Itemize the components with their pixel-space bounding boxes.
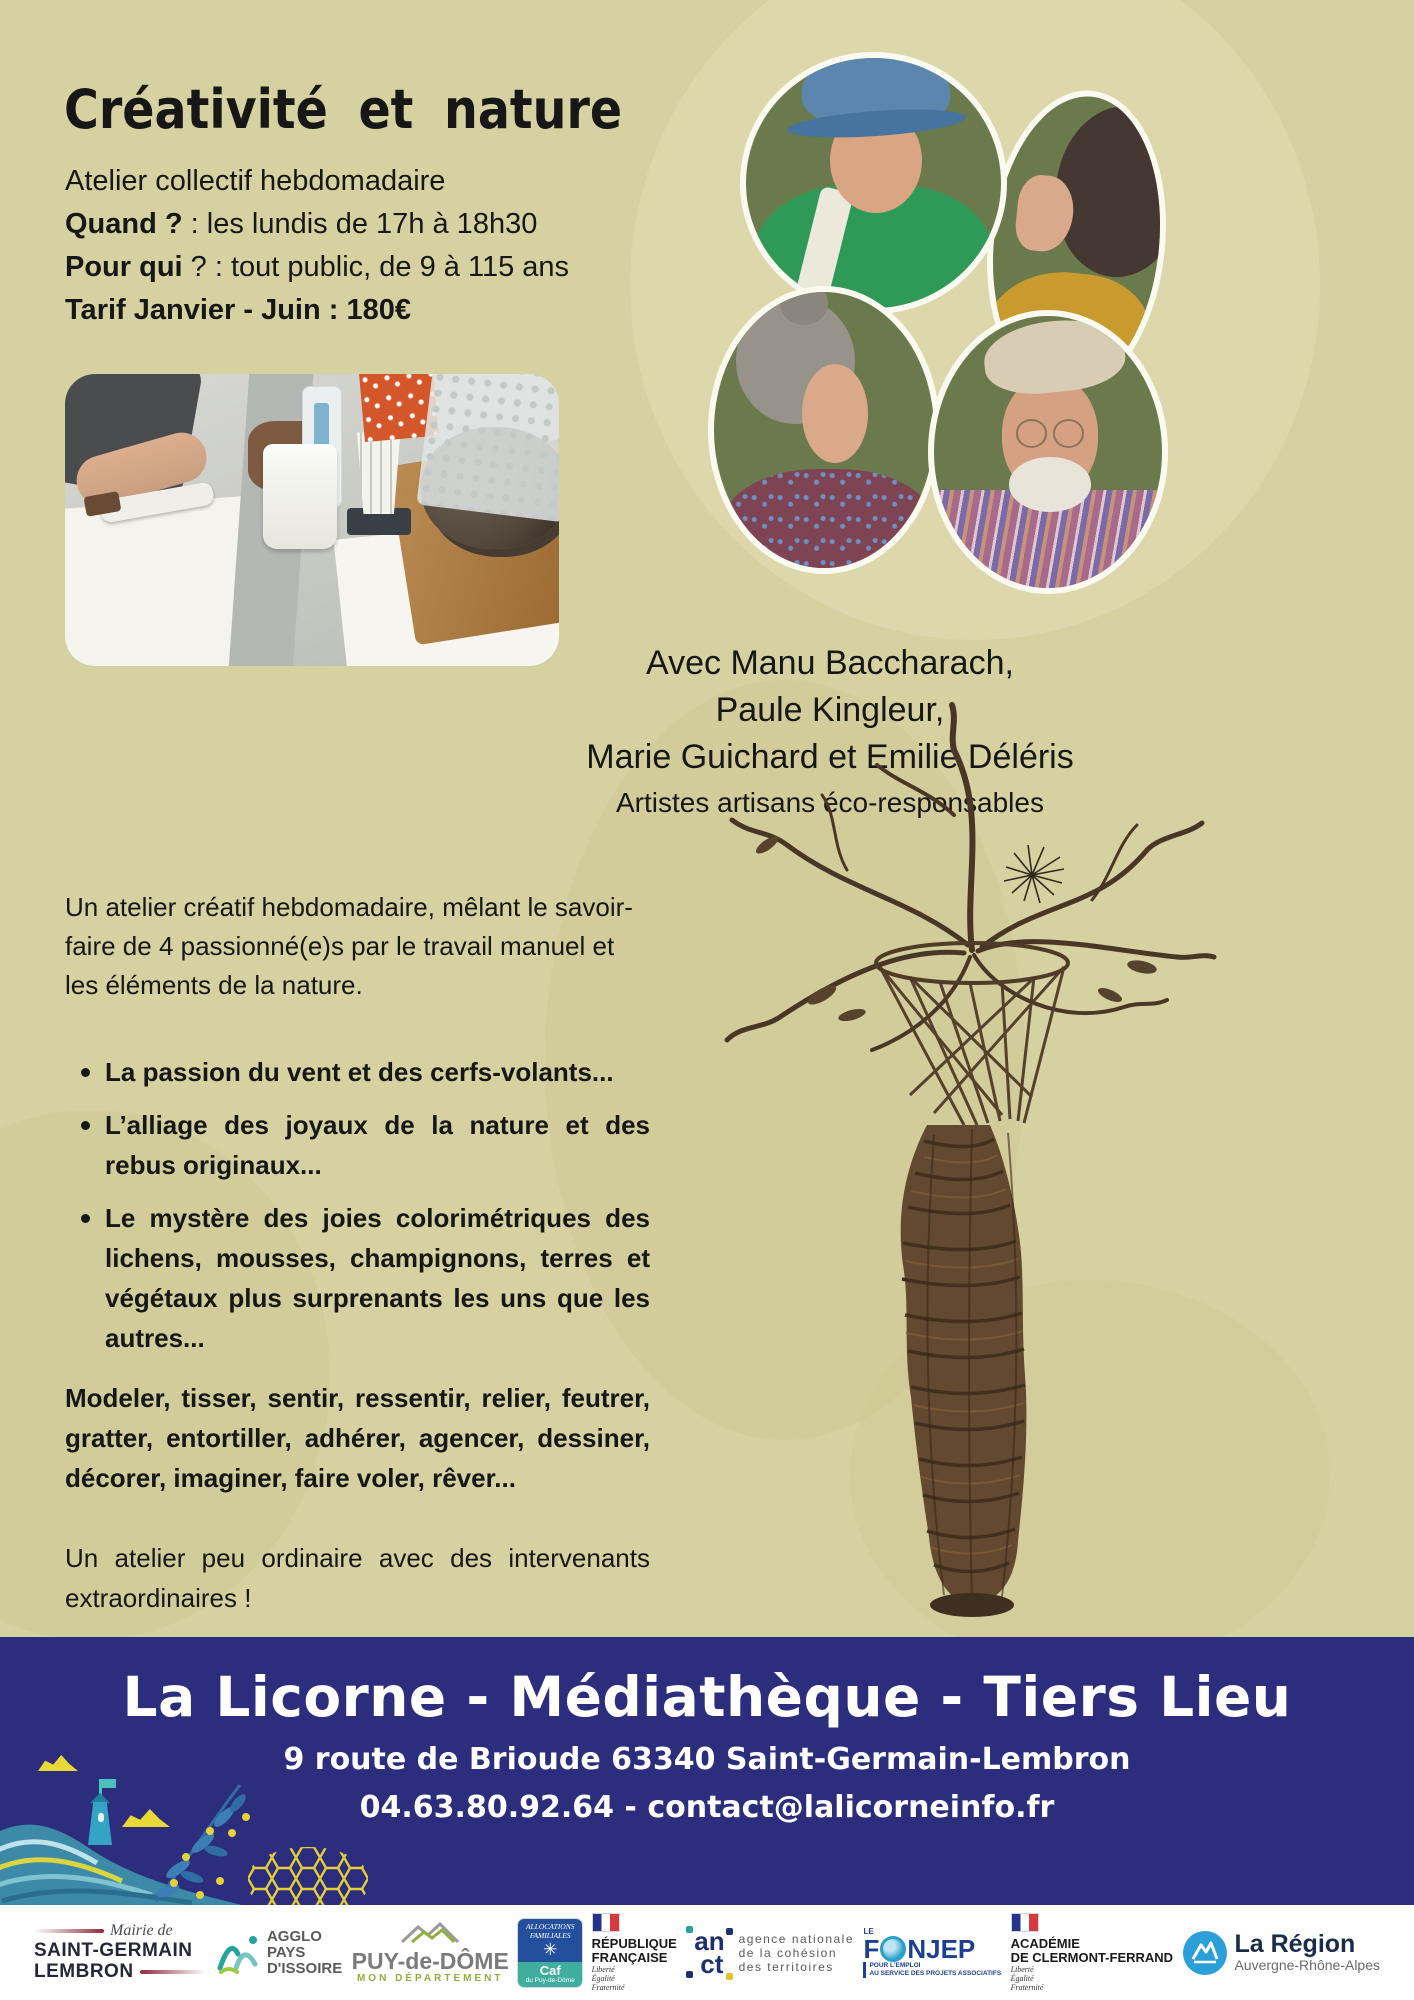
logo-fonjep: LE F NJEP POUR L'EMPLOI AU SERVICE DES PROJETS ASSOCIATIFS [863,1927,1002,1977]
partner-logos-strip [0,1905,1414,2000]
venue-title: La Licorne - Médiathèque - Tiers Lieu [122,1665,1292,1729]
presenters-subtitle: Artistes artisans éco-responsables [616,787,1044,818]
outro-paragraph: Un atelier peu ordinaire avec des intervenants extraordinaires ! [65,1543,650,1613]
intro-paragraph: Un atelier créatif hebdomadaire, mêlant le savoir-faire de 4 passionné(e)s par le travail manuel et les éléments de la nature. [65,892,633,1000]
region-mountain-icon [1182,1930,1228,1976]
venue-address: 9 route de Brioude 63340 Saint-Germain-Lembron [283,1742,1131,1777]
logo-caf-puy-de-dome: ALLOCATIONS FAMILIALES ✳ Caf du Puy-de-Dôme [518,1919,582,1987]
bullet-item: La passion du vent et des cerfs-volants... [65,1052,650,1092]
wicker-sculpture-photo [672,695,1220,1635]
portrait-photo-man-cap [928,310,1168,594]
workshop-info [65,160,569,332]
mountain-icon [398,1922,462,1944]
honeycomb-decoration [248,1847,368,1905]
portrait-photo-woman-blue-hat [740,52,1007,314]
info-price: Tarif Janvier - Juin : 180€ [65,294,411,326]
logo-anct: an ct agence nationale de la cohésion des territoires [686,1926,854,1980]
page-title: Créativité et nature [64,78,623,141]
info-when: Quand ? : les lundis de 17h à 18h30 [65,208,538,240]
logo-puy-de-dome: PUY-de-DÔME MON DÉPARTEMENT [352,1922,509,1984]
workshop-photo [65,374,559,666]
logo-academie-clermont-ferrand: ACADÉMIE DE CLERMONT-FERRAND Liberté Égalité Fraternité [1011,1913,1174,1992]
presenter-line: Paule Kingleur, [715,691,945,729]
lighthouse-icon [80,1779,120,1845]
verbs-paragraph: Modeler, tisser, sentir, ressentir, relier, feutrer, gratter, entortiller, adhérer, agencer, dessiner, décorer, imaginer, faire voler, rêver... [65,1383,650,1493]
logo-republique-francaise: RÉPUBLIQUE FRANÇAISE Liberté Égalité Fraternité [592,1913,677,1992]
footer-band [0,1637,1414,1905]
info-frequency: Atelier collectif hebdomadaire [65,165,446,197]
fonjep-globe-icon [880,1936,906,1962]
portrait-photo-woman-gray-bun [708,286,940,574]
logo-agglo-pays-issoire: AGGLO PAYS D'ISSOIRE [215,1929,342,1977]
bullet-item: L’alliage des joyaux de la nature et des rebus originaux... [65,1105,650,1185]
bullet-item: Le mystère des joies colorimétriques des lichens, mousses, champignons, terres et végétaux plus surprenants les uns que les autres... [65,1198,650,1358]
french-flag-icon [592,1913,620,1932]
french-flag-icon [1011,1913,1039,1932]
venue-contact: 04.63.80.92.64 - contact@lalicorneinfo.fr [359,1790,1055,1825]
logo-saint-germain-lembron: Mairie de SAINT-GERMAIN LEMBRON [34,1922,206,1983]
agglo-mark-icon [215,1932,261,1974]
presenter-line: Marie Guichard et Emilie Déléris [586,738,1074,776]
presenter-line: Avec Manu Baccharach, [646,644,1014,682]
bullet-list [65,1052,650,1371]
info-who: Pour qui ? : tout public, de 9 à 115 ans [65,251,570,283]
logo-region-auvergne-rhone-alpes: La Région Auvergne-Rhône-Alpes [1182,1930,1380,1976]
caf-family-icon: ✳ [543,1939,558,1959]
